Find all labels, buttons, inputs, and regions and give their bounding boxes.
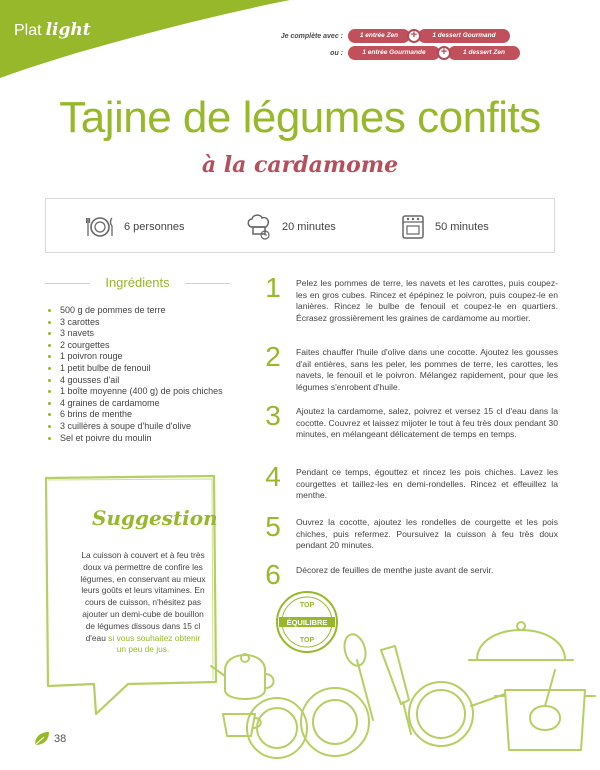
plus-icon: +: [437, 46, 451, 60]
cook-time-text: 50 minutes: [435, 220, 489, 233]
badge-middle-text: ÉQUILIBRE: [286, 618, 328, 627]
list-item: 3 cuillères à soupe d'huile d'olive: [48, 421, 228, 433]
badge-bottom-text: TOP: [299, 637, 315, 644]
step-text: Ajoutez la cardamome, salez, poivrez et versez 15 cl d'eau dans la cocotte. Couvrez et laissez mijoter le tout à feu très doux pendant 30 minutes, en mélangeant délicatement de temps en temps.: [296, 406, 558, 440]
list-item: Sel et poivre du moulin: [48, 433, 228, 445]
list-item: 2 courgettes: [48, 340, 228, 352]
recipe-info-bar: [45, 198, 555, 253]
list-item: 500 g de pommes de terre: [48, 305, 228, 317]
step-number: 6: [265, 559, 281, 590]
step-number: 1: [265, 272, 281, 303]
ingredients-heading-text: Ingrédients: [105, 275, 170, 290]
step-number: 3: [265, 400, 281, 431]
list-item: 6 brins de menthe: [48, 409, 228, 421]
combo-label-1: Je complète avec :: [280, 32, 343, 40]
step-text: Pelez les pommes de terre, les navets et les carottes, puis coupez-les en gros cubes. Rincez et épépinez le poivron, puis coupez-le en lanières. Rincez le bulbe de fenouil et coupez-le en quartiers. Écrasez grossièrement les graines de cardamome au mortier.: [296, 278, 558, 323]
recipe-title: Tajine de légumes confits: [59, 93, 541, 142]
ingredients-heading: [45, 274, 230, 292]
step-text: Pendant ce temps, égouttez et rincez les pois chiches. Lavez les courgettes et taillez-les en demi-rondelles. Rincez et effeuillez la menthe.: [296, 467, 558, 501]
ingredients-list: [48, 305, 228, 444]
combo-pill-dessert-gourmand: 1 dessert Gourmand: [418, 29, 510, 43]
combo-row-1: [276, 28, 510, 44]
combo-pill-entree-zen: 1 entrée Zen: [348, 29, 410, 43]
section-label: [14, 20, 91, 40]
plus-icon: +: [407, 29, 421, 43]
list-item: 1 boîte moyenne (400 g) de pois chiches: [48, 386, 228, 398]
step-number: 4: [265, 461, 281, 492]
step-text: Faites chauffer l'huile d'olive dans une cocotte. Ajoutez les gousses d'ail entières, sans les peler, les pommes de terre, les carottes, les navets, le fenouil et le poivron. Mélangez rapidement, pour que les légumes s'enrobent d'huile.: [296, 347, 558, 392]
plate-icon: [86, 214, 114, 240]
step-text: Ouvrez la cocotte, ajoutez les rondelles de courgette et les pois chiches, puis refermez. Poursuivez la cuisson à feu très doux pendant 20 minutes.: [296, 517, 558, 551]
oven-icon: [401, 214, 425, 240]
suggestion-highlight: si vous souhaitez obtenir un peu de jus.: [108, 632, 201, 655]
chef-hat-icon: [246, 213, 272, 241]
list-item: 4 graines de cardamome: [48, 398, 228, 410]
suggestion-body: La cuisson à couvert et à feu très doux va permettre de confire les légumes, en conservant au mieux leurs goûts et leurs vitamines. En cours de cuisson, n'hésitez pas ajouter un demi-cube de bouillon de légumes dissous dans 15 cl d'eau: [80, 550, 206, 643]
combo-label-2: ou :: [330, 49, 343, 57]
page-number: 38: [54, 733, 67, 745]
servings-info: [86, 199, 185, 254]
recipe-subtitle: à la cardamome: [201, 152, 399, 178]
leaf-icon: [33, 731, 51, 747]
kitchenware-illustration: [205, 610, 600, 770]
prep-time-info: [246, 199, 336, 254]
list-item: 3 navets: [48, 328, 228, 340]
combo-row-2: [276, 45, 520, 61]
list-item: 4 gousses d'ail: [48, 375, 228, 387]
servings-text: 6 personnes: [124, 220, 185, 233]
suggestion-text: [80, 550, 206, 656]
list-item: 3 carottes: [48, 317, 228, 329]
suggestion-title: Suggestion: [92, 506, 218, 530]
combo-pill-dessert-zen: 1 dessert Zen: [448, 46, 520, 60]
list-item: 1 petit bulbe de fenouil: [48, 363, 228, 375]
prep-time-text: 20 minutes: [282, 220, 336, 233]
step-text: Décorez de feuilles de menthe juste avant de servir.: [296, 565, 494, 575]
list-item: 1 poivron rouge: [48, 351, 228, 363]
badge-top-text: TOP: [299, 602, 315, 609]
cook-time-info: [401, 199, 489, 254]
step-number: 2: [265, 341, 281, 372]
section-label-plat: Plat: [14, 22, 42, 39]
section-label-light: light: [45, 20, 91, 40]
combo-pill-entree-gourmande: 1 entrée Gourmande: [348, 46, 440, 60]
step-number: 5: [265, 511, 281, 542]
